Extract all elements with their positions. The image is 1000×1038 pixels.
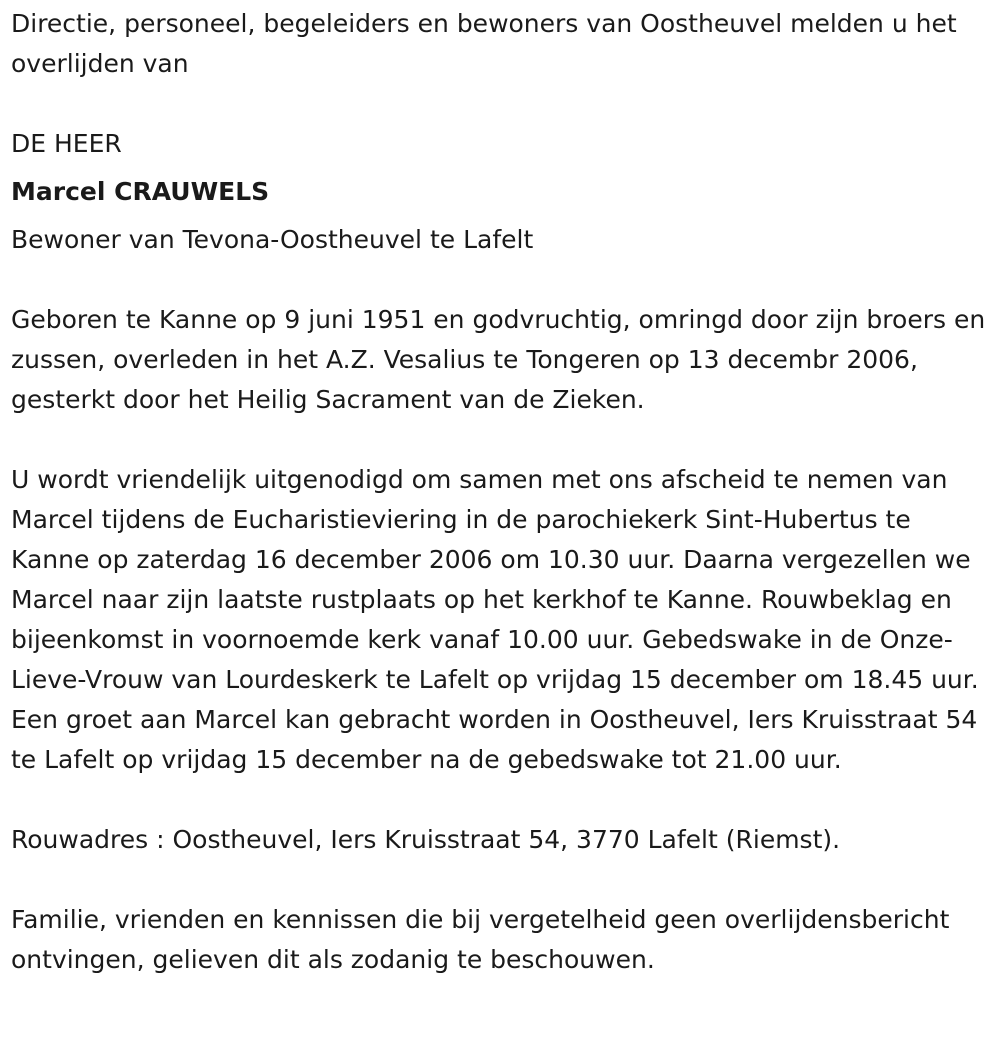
- spacer: [11, 164, 996, 172]
- salutation: DE HEER: [11, 129, 122, 158]
- spacer: [11, 420, 996, 460]
- closing-paragraph: Familie, vrienden en kennissen die bij vergetelheid geen overlijdensbericht ontvingen, gelieven dit als zodanig te beschouwen.: [11, 905, 950, 974]
- mourning-address: Rouwadres : Oostheuvel, Iers Kruisstraat 54, 3770 Lafelt (Riemst).: [11, 825, 841, 854]
- intro-paragraph: Directie, personeel, begeleiders en bewoners van Oostheuvel melden u het overlijden van: [11, 9, 957, 78]
- residence-line: Bewoner van Tevona-Oostheuvel te Lafelt: [11, 225, 534, 254]
- spacer: [11, 260, 996, 300]
- spacer: [11, 84, 996, 124]
- spacer: [11, 780, 996, 820]
- spacer: [11, 212, 996, 220]
- birth-death-paragraph: Geboren te Kanne op 9 juni 1951 en godvruchtig, omringd door zijn broers en zussen, overleden in het A.Z. Vesalius te Tongeren op 13 decembr 2006, gesterkt door het Heilig Sacrament van de Zieken.: [11, 305, 986, 414]
- spacer: [11, 860, 996, 900]
- ceremony-paragraph: U wordt vriendelijk uitgenodigd om samen met ons afscheid te nemen van Marcel tijdens de Eucharistieviering in de parochiekerk Sint-Hubertus te Kanne op zaterdag 16 december 2006 om 10.30 uur. Daarna vergezellen we Marcel naar zijn laatste rustplaats op het kerkhof te Kanne. Rouwbeklag en bijeenkomst in voornoemde kerk vanaf 10.00 uur. Gebedswake in de Onze-Lieve-Vrouw van Lourdeskerk te Lafelt op vrijdag 15 december om 18.45 uur. Een groet aan Marcel kan gebracht worden in Oostheuvel, Iers Kruisstraat 54 te Lafelt op vrijdag 15 december na de gebedswake tot 21.00 uur.: [11, 465, 979, 774]
- deceased-name: Marcel CRAUWELS: [11, 177, 270, 206]
- death-notice: [11, 4, 996, 980]
